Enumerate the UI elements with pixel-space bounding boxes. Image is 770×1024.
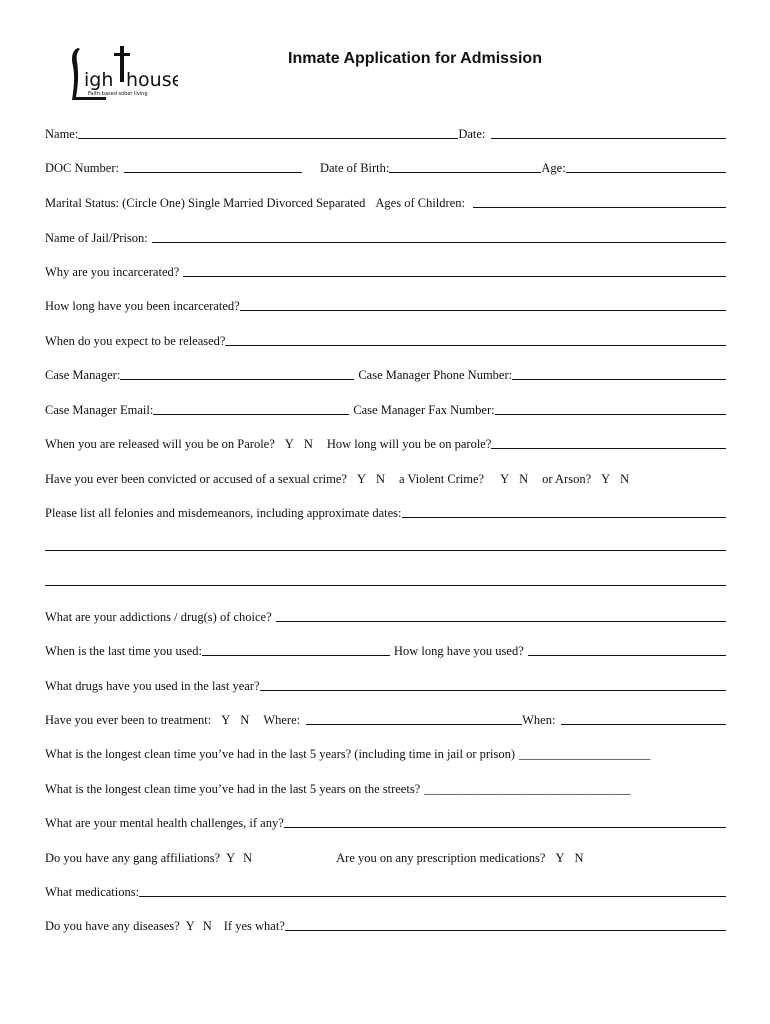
case-manager-field[interactable] <box>120 379 354 380</box>
row-why-incarcerated <box>45 262 726 280</box>
date-of-birth-field[interactable] <box>389 172 541 173</box>
treatment-label: Have you ever been to treatment: <box>45 713 212 727</box>
row-treatment <box>45 710 726 728</box>
row-drugs-last-year <box>45 676 726 694</box>
row-doc-dob-age <box>45 158 726 176</box>
logo-text-house: house <box>126 69 178 91</box>
row-clean-time-jail <box>45 744 726 762</box>
violent-crime-yes-option[interactable]: Y <box>500 472 510 486</box>
clean-time-jail-field[interactable]: _____________________ <box>519 747 651 761</box>
parole-yes-option[interactable]: Y <box>284 437 294 451</box>
page-title: Inmate Application for Admission <box>288 50 542 67</box>
parole-no-option[interactable]: N <box>303 437 313 451</box>
case-manager-email-label: Case Manager Email: <box>45 403 154 417</box>
arson-no-option[interactable]: N <box>620 472 630 486</box>
doc-number-label: DOC Number: <box>45 161 119 175</box>
treatment-yes-option[interactable]: Y <box>221 713 231 727</box>
prescriptions-no-option[interactable]: N <box>574 851 584 865</box>
doc-number-field[interactable] <box>124 172 302 173</box>
date-field[interactable] <box>491 138 726 139</box>
row-expected-release <box>45 331 726 349</box>
marital-status-label: Marital Status: (Circle One) Single Married Divorced Separated <box>45 196 366 210</box>
clean-time-jail-label: What is the longest clean time you’ve had in the last 5 years? (including time in jail or prison) <box>45 747 516 761</box>
case-manager-label: Case Manager: <box>45 368 121 382</box>
case-manager-phone-field[interactable] <box>512 379 726 380</box>
addictions-field[interactable] <box>276 621 726 622</box>
prescriptions-yes-option[interactable]: Y <box>555 851 565 865</box>
row-crimes <box>45 469 726 487</box>
why-incarcerated-field[interactable] <box>183 276 726 277</box>
ages-of-children-label: Ages of Children: <box>375 196 465 210</box>
ages-of-children-field[interactable] <box>473 207 726 208</box>
gang-yes-option[interactable]: Y <box>226 851 236 865</box>
felonies-label: Please list all felonies and misdemeanors, including approximate dates: <box>45 506 402 520</box>
parole-length-label: How long will you be on parole? <box>326 437 492 451</box>
case-manager-phone-label: Case Manager Phone Number: <box>358 368 513 382</box>
addictions-label: What are your addictions / drug(s) of choice? <box>45 610 272 624</box>
jail-prison-label: Name of Jail/Prison: <box>45 231 148 245</box>
how-long-used-field[interactable] <box>528 655 726 656</box>
diseases-field[interactable] <box>285 930 726 931</box>
expected-release-label: When do you expect to be released? <box>45 334 226 348</box>
how-long-used-label: How long have you used? <box>393 644 524 658</box>
mental-health-label: What are your mental health challenges, if any? <box>45 816 284 830</box>
last-used-label: When is the last time you used: <box>45 644 202 658</box>
case-manager-email-field[interactable] <box>153 414 349 415</box>
case-manager-fax-field[interactable] <box>495 414 726 415</box>
diseases-yes-option[interactable]: Y <box>185 919 195 933</box>
mental-health-field[interactable] <box>284 827 726 828</box>
row-diseases <box>45 916 726 934</box>
diseases-label: Do you have any diseases? <box>45 919 180 933</box>
jail-prison-field[interactable] <box>152 242 726 243</box>
treatment-no-option[interactable]: N <box>240 713 250 727</box>
parole-question-label: When you are released will you be on Parole? <box>45 437 275 451</box>
violent-crime-label: a Violent Crime? <box>399 472 485 486</box>
felonies-line-2[interactable] <box>45 550 726 551</box>
sexual-crime-label: Have you ever been convicted or accused of a sexual crime? <box>45 472 347 486</box>
lighthouse-logo-graphic <box>66 44 178 104</box>
date-of-birth-label: Date of Birth: <box>319 161 390 175</box>
row-how-long-incarcerated <box>45 296 726 314</box>
row-felonies <box>45 503 726 521</box>
arson-yes-option[interactable]: Y <box>601 472 611 486</box>
row-case-manager-email <box>45 400 726 418</box>
felonies-field[interactable] <box>402 517 726 518</box>
row-mental-health <box>45 813 726 831</box>
gang-no-option[interactable]: N <box>243 851 253 865</box>
clean-time-streets-label: What is the longest clean time you’ve had in the last 5 years on the streets? <box>45 782 421 796</box>
row-medications <box>45 882 726 900</box>
when-field[interactable] <box>561 724 726 725</box>
name-field[interactable] <box>78 138 458 139</box>
row-clean-time-streets <box>45 779 726 797</box>
row-name-date <box>45 124 726 142</box>
drugs-last-year-field[interactable] <box>260 690 726 691</box>
expected-release-field[interactable] <box>225 345 726 346</box>
clean-time-streets-field[interactable]: _________________________________ <box>424 782 631 796</box>
drugs-last-year-label: What drugs have you used in the last year? <box>45 679 260 693</box>
row-parole <box>45 434 726 452</box>
name-label: Name: <box>45 127 79 141</box>
row-marital-status <box>45 193 726 211</box>
sexual-crime-yes-option[interactable]: Y <box>356 472 366 486</box>
medications-label: What medications: <box>45 885 140 899</box>
medications-field[interactable] <box>139 896 726 897</box>
why-incarcerated-label: Why are you incarcerated? <box>45 265 180 279</box>
row-last-used <box>45 641 726 659</box>
arson-label: or Arson? <box>542 472 592 486</box>
age-label: Age: <box>541 161 566 175</box>
where-field[interactable] <box>306 724 522 725</box>
last-used-field[interactable] <box>202 655 390 656</box>
lighthouse-logo <box>66 44 178 104</box>
how-long-incarcerated-label: How long have you been incarcerated? <box>45 299 240 313</box>
row-jail-prison <box>45 228 726 246</box>
row-case-manager <box>45 365 726 383</box>
if-yes-label: If yes what? <box>223 919 285 933</box>
how-long-incarcerated-field[interactable] <box>240 310 726 311</box>
case-manager-fax-label: Case Manager Fax Number: <box>353 403 495 417</box>
diseases-no-option[interactable]: N <box>202 919 212 933</box>
age-field[interactable] <box>566 172 726 173</box>
parole-length-field[interactable] <box>491 448 726 449</box>
row-gang-prescriptions <box>45 848 726 866</box>
sexual-crime-no-option[interactable]: N <box>375 472 385 486</box>
gang-label: Do you have any gang affiliations? <box>45 851 221 865</box>
prescriptions-label: Are you on any prescription medications? <box>336 851 546 865</box>
date-label: Date: <box>458 127 486 141</box>
row-addictions <box>45 607 726 625</box>
violent-crime-no-option[interactable]: N <box>519 472 529 486</box>
when-label: When: <box>522 713 556 727</box>
logo-text-igh: igh <box>84 69 114 91</box>
logo-tagline: Faith-based sober living <box>88 91 148 97</box>
felonies-line-3[interactable] <box>45 585 726 586</box>
where-label: Where: <box>263 713 301 727</box>
